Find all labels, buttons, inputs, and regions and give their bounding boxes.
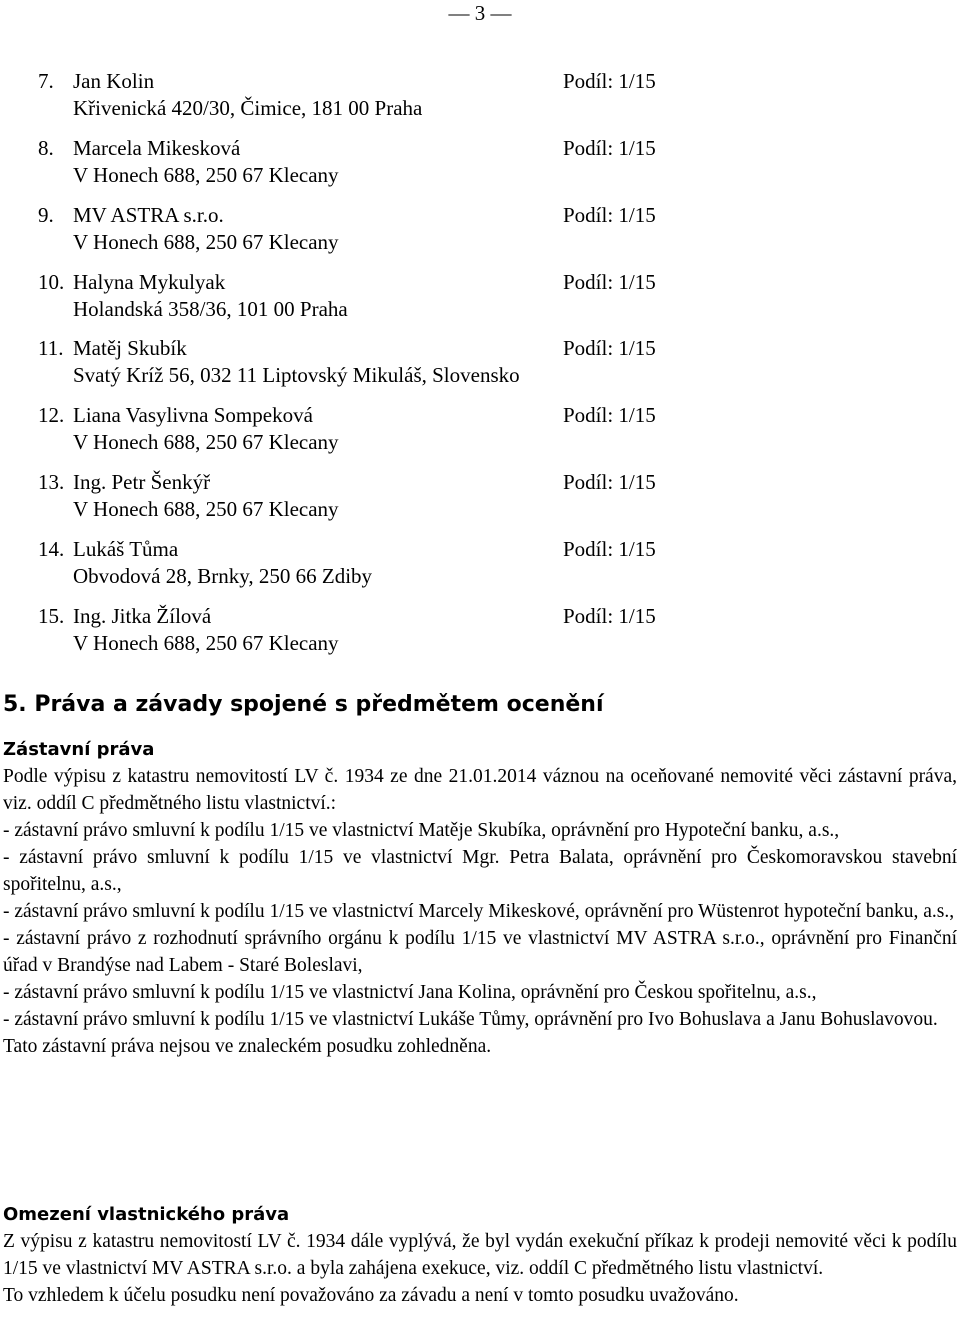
owner-name: Jan Kolin: [73, 69, 155, 93]
owner-address: Svatý Kríž 56, 032 11 Liptovský Mikuláš, Slovensko: [73, 363, 520, 387]
owner-share: Podíl: 1/15: [563, 403, 656, 427]
liens-paragraph: Podle výpisu z katastru nemovitostí LV č. 1934 ze dne 21.01.2014 váznou na oceňované nemovité věci zástavní práva, viz. oddíl C předmětného listu vlastnictví.:: [3, 766, 957, 814]
owner-address: V Honech 688, 250 67 Klecany: [73, 163, 339, 187]
restriction-heading: Omezení vlastnického práva: [3, 1204, 290, 1225]
owner-share: Podíl: 1/15: [563, 136, 656, 160]
owner-name: Matěj Skubík: [73, 336, 187, 360]
owner-address: V Honech 688, 250 67 Klecany: [73, 230, 339, 254]
owner-name: Lukáš Tůma: [73, 537, 179, 561]
owner-number: 10.: [38, 270, 65, 294]
owner-name: Liana Vasylivna Sompeková: [73, 403, 313, 427]
owner-name: Halyna Mykulyak: [73, 270, 226, 294]
owner-share: Podíl: 1/15: [563, 537, 656, 561]
liens-text: [3, 763, 957, 1060]
owner-address: V Honech 688, 250 67 Klecany: [73, 497, 339, 521]
restriction-note: To vzhledem k účelu posudku není považováno za závadu a není v tomto posudku uvažováno.: [3, 1285, 739, 1306]
liens-heading: Zástavní práva: [3, 739, 155, 760]
owner-name: MV ASTRA s.r.o.: [73, 203, 224, 227]
owner-number: 9.: [38, 203, 54, 227]
owner-number: 15.: [38, 604, 65, 628]
owner-share: Podíl: 1/15: [563, 69, 656, 93]
owner-share: Podíl: 1/15: [563, 470, 656, 494]
restriction-paragraph: Z výpisu z katastru nemovitostí LV č. 1934 dále vyplývá, že byl vydán exekuční příkaz k prodeji nemovité věci k podílu 1/15 ve vlastnictví MV ASTRA s.r.o. a byla zahájena exekuce, viz. oddíl C předmětného listu vlastnictví.: [3, 1231, 957, 1279]
owner-number: 8.: [38, 136, 54, 160]
owner-share: Podíl: 1/15: [563, 336, 656, 360]
owner-address: V Honech 688, 250 67 Klecany: [73, 430, 339, 454]
owner-address: Křivenická 420/30, Čimice, 181 00 Praha: [73, 96, 423, 120]
owner-address: Obvodová 28, Brnky, 250 66 Zdiby: [73, 564, 373, 588]
liens-note: Tato zástavní práva nejsou ve znaleckém posudku zohledněna.: [3, 1036, 492, 1057]
section-title: 5. Práva a závady spojené s předmětem ocenění: [3, 692, 604, 717]
owner-name: Ing. Petr Šenkýř: [73, 470, 211, 494]
owner-number: 13.: [38, 470, 65, 494]
liens-paragraph: - zástavní právo smluvní k podílu 1/15 ve vlastnictví Matěje Skubíka, oprávnění pro Hypoteční banku, a.s.,: [3, 820, 840, 841]
restriction-text: [3, 1228, 957, 1309]
owner-number: 7.: [38, 69, 54, 93]
owner-name: Marcela Mikesková: [73, 136, 241, 160]
liens-paragraph: - zástavní právo smluvní k podílu 1/15 ve vlastnictví Mgr. Petra Balata, oprávnění pro Českomoravskou stavební spořitelnu, a.s.,: [3, 847, 957, 895]
owner-share: Podíl: 1/15: [563, 203, 656, 227]
liens-paragraph: - zástavní právo z rozhodnutí správního orgánu k podílu 1/15 ve vlastnictví MV ASTRA s.r.o., oprávnění pro Finanční úřad v Brandýse nad Labem - Staré Boleslavi,: [3, 928, 957, 976]
owner-share: Podíl: 1/15: [563, 604, 656, 628]
owner-name: Ing. Jitka Žílová: [73, 604, 212, 628]
owner-address: V Honech 688, 250 67 Klecany: [73, 631, 339, 655]
owner-address: Holandská 358/36, 101 00 Praha: [73, 297, 348, 321]
owner-number: 12.: [38, 403, 65, 427]
liens-paragraph: - zástavní právo smluvní k podílu 1/15 ve vlastnictví Jana Kolina, oprávnění pro Českou spořitelnu, a.s.,: [3, 982, 817, 1003]
page-number: — 3 —: [448, 1, 512, 25]
liens-paragraph: - zástavní právo smluvní k podílu 1/15 ve vlastnictví Marcely Mikeskové, oprávnění pro Wüstenrot hypoteční banku, a.s.,: [3, 901, 955, 922]
owner-number: 11.: [38, 336, 64, 360]
owner-share: Podíl: 1/15: [563, 270, 656, 294]
liens-paragraph: - zástavní právo smluvní k podílu 1/15 ve vlastnictví Lukáše Tůmy, oprávnění pro Ivo Bohuslava a Janu Bohuslavovou.: [3, 1009, 938, 1030]
owner-number: 14.: [38, 537, 65, 561]
